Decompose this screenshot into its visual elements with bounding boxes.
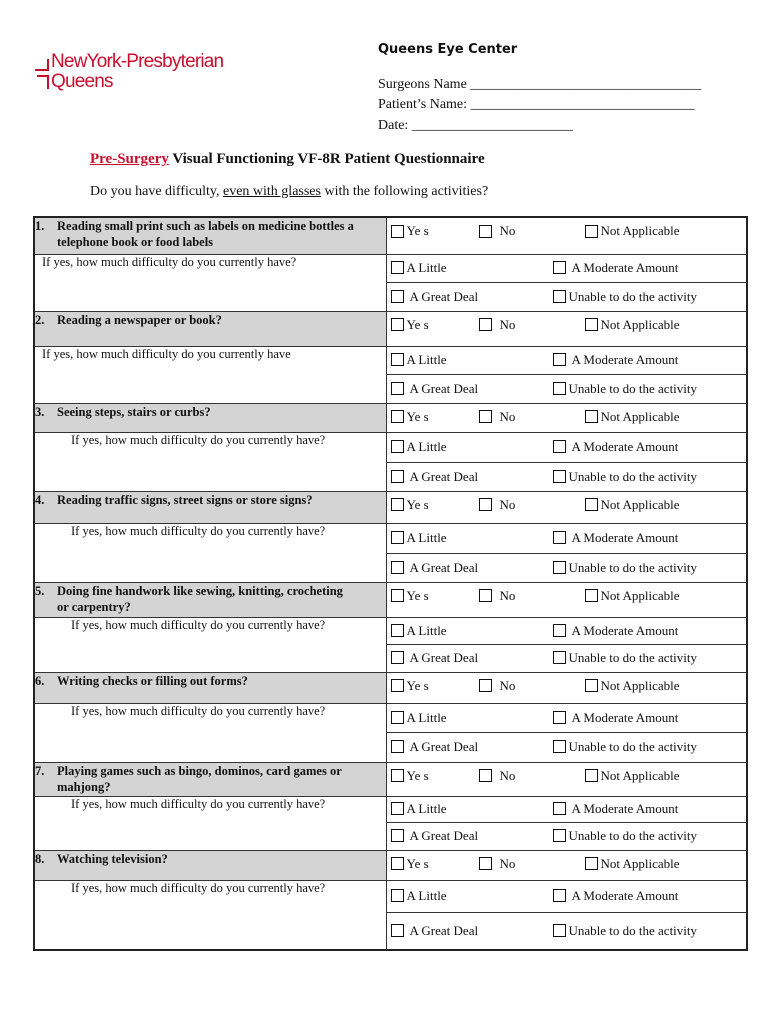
moderate-amount-option[interactable] xyxy=(553,888,679,904)
difficulty-options-cell xyxy=(386,703,747,732)
no-option[interactable] xyxy=(479,678,516,694)
checkbox-icon[interactable] xyxy=(553,829,566,842)
checkbox-icon[interactable] xyxy=(391,531,404,544)
checkbox-icon[interactable] xyxy=(391,857,404,870)
unable-option[interactable] xyxy=(553,828,698,844)
followup-question: If yes, how much difficulty do you currently have? xyxy=(34,432,386,491)
no-option[interactable] xyxy=(479,409,516,425)
question-number: 2. xyxy=(35,312,45,327)
a-little-option[interactable] xyxy=(391,623,447,639)
checkbox-icon[interactable] xyxy=(391,740,404,753)
followup-row xyxy=(34,796,747,822)
question-row xyxy=(34,311,747,346)
question-row xyxy=(34,762,747,796)
followup-question: If yes, how much difficulty do you currently have? xyxy=(34,880,386,950)
checkbox-icon[interactable] xyxy=(553,440,566,453)
checkbox-icon[interactable] xyxy=(391,711,404,724)
option-label: Unable to do the activity xyxy=(568,738,698,754)
option-label: A Little xyxy=(406,800,447,816)
surgeons-name-field[interactable]: Surgeons Name _________________________________ xyxy=(378,77,702,92)
checkbox-icon[interactable] xyxy=(391,829,404,842)
followup-row xyxy=(34,703,747,732)
question-text-cell xyxy=(34,311,386,346)
question-row xyxy=(34,403,747,432)
question-row xyxy=(34,217,747,254)
subtitle-end: with the following activities? xyxy=(320,184,489,199)
answer-options-cell xyxy=(386,311,747,346)
checkbox-icon[interactable] xyxy=(391,290,404,303)
option-label: Not Applicable xyxy=(600,223,680,238)
question-text: Watching television? xyxy=(57,851,168,866)
checkbox-icon[interactable] xyxy=(479,225,492,238)
checkbox-icon[interactable] xyxy=(553,802,566,815)
question-text-cell xyxy=(34,850,386,880)
a-little-option[interactable] xyxy=(391,260,447,276)
moderate-amount-option[interactable] xyxy=(553,530,679,546)
yes-option[interactable] xyxy=(391,856,429,872)
difficulty-options-cell xyxy=(386,796,747,822)
not-applicable-option[interactable] xyxy=(585,678,680,694)
option-label: Unable to do the activity xyxy=(568,288,698,304)
question-text-cell xyxy=(34,403,386,432)
logo-bracket-icon xyxy=(33,73,49,91)
answer-options-cell xyxy=(386,582,747,617)
not-applicable-option[interactable] xyxy=(585,588,680,604)
checkbox-icon[interactable] xyxy=(391,382,404,395)
yes-option[interactable] xyxy=(391,317,429,333)
option-label: A Moderate Amount xyxy=(571,887,679,903)
answer-options-cell xyxy=(386,850,747,880)
no-option[interactable] xyxy=(479,223,516,239)
checkbox-icon[interactable] xyxy=(553,651,566,664)
unable-option[interactable] xyxy=(553,739,698,755)
followup-question: If yes, how much difficulty do you currently have? xyxy=(34,703,386,762)
checkbox-icon[interactable] xyxy=(553,382,566,395)
checkbox-icon[interactable] xyxy=(391,589,404,602)
checkbox-icon[interactable] xyxy=(391,410,404,423)
option-label: A Great Deal xyxy=(409,380,479,396)
followup-question: If yes, how much difficulty do you currently have xyxy=(34,346,386,403)
option-label: No xyxy=(499,223,516,238)
option-label: Ye s xyxy=(406,408,429,424)
a-great-deal-option[interactable] xyxy=(391,469,479,485)
checkbox-icon[interactable] xyxy=(585,498,598,511)
option-label: Not Applicable xyxy=(600,408,680,424)
option-label: A Moderate Amount xyxy=(571,529,679,545)
checkbox-icon[interactable] xyxy=(479,679,492,692)
followup-row xyxy=(34,523,747,553)
question-text: Doing fine handwork like sewing, knitting, crocheting or carpentry? xyxy=(57,583,343,614)
checkbox-icon[interactable] xyxy=(585,410,598,423)
form-subtitle xyxy=(90,184,488,200)
option-label: Not Applicable xyxy=(600,855,680,871)
question-number: 7. xyxy=(35,763,45,778)
checkbox-icon[interactable] xyxy=(479,589,492,602)
question-row xyxy=(34,850,747,880)
not-applicable-option[interactable] xyxy=(585,856,680,872)
checkbox-icon[interactable] xyxy=(585,679,598,692)
option-label: A Moderate Amount xyxy=(571,709,679,725)
option-label: Ye s xyxy=(406,767,429,783)
unable-option[interactable] xyxy=(553,560,698,576)
a-great-deal-option[interactable] xyxy=(391,650,479,666)
not-applicable-option[interactable] xyxy=(585,409,680,425)
moderate-amount-option[interactable] xyxy=(553,801,679,817)
followup-row xyxy=(34,880,747,912)
option-label: No xyxy=(499,408,516,424)
option-label: No xyxy=(499,677,516,693)
no-option[interactable] xyxy=(479,497,516,513)
logo-line-2: Queens xyxy=(51,71,113,92)
checkbox-icon[interactable] xyxy=(391,498,404,511)
a-little-option[interactable] xyxy=(391,530,447,546)
checkbox-icon[interactable] xyxy=(553,711,566,724)
a-great-deal-option[interactable] xyxy=(391,923,479,939)
checkbox-icon[interactable] xyxy=(391,440,404,453)
question-text: Reading small print such as labels on medicine bottles a telephone book or food labels xyxy=(57,219,354,249)
not-applicable-option[interactable] xyxy=(585,317,680,333)
checkbox-icon[interactable] xyxy=(553,470,566,483)
checkbox-icon[interactable] xyxy=(553,561,566,574)
question-text-cell xyxy=(34,672,386,703)
option-label: Unable to do the activity xyxy=(568,922,698,938)
answer-options-cell xyxy=(386,762,747,796)
question-number: 8. xyxy=(35,851,45,866)
question-text: Playing games such as bingo, dominos, card games or mahjong? xyxy=(57,763,342,794)
difficulty-options-cell xyxy=(386,346,747,374)
difficulty-options-cell xyxy=(386,553,747,582)
not-applicable-option[interactable] xyxy=(585,223,680,239)
checkbox-icon[interactable] xyxy=(585,225,598,238)
question-text: Reading traffic signs, street signs or store signs? xyxy=(57,492,313,507)
moderate-amount-option[interactable] xyxy=(553,439,679,455)
question-number: 5. xyxy=(35,583,45,598)
option-label: No xyxy=(499,316,516,332)
option-label: Not Applicable xyxy=(600,767,680,783)
option-label: A Little xyxy=(406,438,447,454)
answer-options-cell xyxy=(386,491,747,523)
a-little-option[interactable] xyxy=(391,888,447,904)
option-label: A Moderate Amount xyxy=(571,622,679,638)
checkbox-icon[interactable] xyxy=(479,769,492,782)
not-applicable-option[interactable] xyxy=(585,497,680,513)
answer-options-cell xyxy=(386,403,747,432)
option-label: A Moderate Amount xyxy=(571,438,679,454)
no-option[interactable] xyxy=(479,768,516,784)
checkbox-icon[interactable] xyxy=(391,769,404,782)
checkbox-icon[interactable] xyxy=(479,498,492,511)
question-text-cell xyxy=(34,491,386,523)
date-field[interactable]: Date: _______________________ xyxy=(378,118,573,133)
difficulty-options-cell xyxy=(386,432,747,462)
difficulty-options-cell xyxy=(386,374,747,403)
question-text: Reading a newspaper or book? xyxy=(57,312,222,327)
question-number: 6. xyxy=(35,673,45,688)
unable-option[interactable] xyxy=(553,381,698,397)
checkbox-icon[interactable] xyxy=(391,924,404,937)
option-label: A Great Deal xyxy=(409,649,479,665)
a-great-deal-option[interactable] xyxy=(391,560,479,576)
yes-option[interactable] xyxy=(391,678,429,694)
option-label: Not Applicable xyxy=(600,496,680,512)
unable-option[interactable] xyxy=(553,469,698,485)
checkbox-icon[interactable] xyxy=(391,225,404,238)
option-label: Unable to do the activity xyxy=(568,559,698,575)
option-label: Unable to do the activity xyxy=(568,380,698,396)
option-label: Unable to do the activity xyxy=(568,468,698,484)
option-label: Ye s xyxy=(406,223,429,238)
title-prefix: Pre-Surgery xyxy=(90,151,169,167)
a-little-option[interactable] xyxy=(391,439,447,455)
moderate-amount-option[interactable] xyxy=(553,623,679,639)
checkbox-icon[interactable] xyxy=(585,589,598,602)
checkbox-icon[interactable] xyxy=(553,624,566,637)
logo-bracket-icon xyxy=(33,53,49,71)
checkbox-icon[interactable] xyxy=(585,769,598,782)
moderate-amount-option[interactable] xyxy=(553,352,679,368)
question-text-cell xyxy=(34,217,386,254)
answer-options-cell xyxy=(386,217,747,254)
question-row xyxy=(34,672,747,703)
option-label: A Great Deal xyxy=(409,468,479,484)
difficulty-options-cell xyxy=(386,282,747,311)
option-label: Not Applicable xyxy=(600,677,680,693)
option-label: Ye s xyxy=(406,677,429,693)
option-label: Unable to do the activity xyxy=(568,827,698,843)
question-text: Seeing steps, stairs or curbs? xyxy=(57,404,211,419)
followup-question: If yes, how much difficulty do you currently have? xyxy=(34,796,386,850)
option-label: Not Applicable xyxy=(600,316,680,332)
checkbox-icon[interactable] xyxy=(391,318,404,331)
difficulty-options-cell xyxy=(386,644,747,672)
a-great-deal-option[interactable] xyxy=(391,739,479,755)
option-label: A Great Deal xyxy=(409,559,479,575)
checkbox-icon[interactable] xyxy=(553,531,566,544)
unable-option[interactable] xyxy=(553,289,698,305)
option-label: Ye s xyxy=(406,316,429,332)
question-row xyxy=(34,491,747,523)
yes-option[interactable] xyxy=(391,409,429,425)
difficulty-options-cell xyxy=(386,523,747,553)
subtitle-underlined: even with glasses xyxy=(222,184,321,199)
option-label: A Great Deal xyxy=(409,922,479,938)
option-label: A Great Deal xyxy=(409,738,479,754)
option-label: A Great Deal xyxy=(409,827,479,843)
difficulty-options-cell xyxy=(386,254,747,282)
followup-row xyxy=(34,254,747,282)
moderate-amount-option[interactable] xyxy=(553,260,679,276)
checkbox-icon[interactable] xyxy=(553,889,566,902)
difficulty-options-cell xyxy=(386,617,747,644)
option-label: A Little xyxy=(406,529,447,545)
moderate-amount-option[interactable] xyxy=(553,710,679,726)
question-text-cell xyxy=(34,582,386,617)
checkbox-icon[interactable] xyxy=(391,889,404,902)
option-label: A Moderate Amount xyxy=(571,351,679,367)
option-label: A Little xyxy=(406,351,447,367)
checkbox-icon[interactable] xyxy=(479,857,492,870)
checkbox-icon[interactable] xyxy=(553,290,566,303)
followup-question: If yes, how much difficulty do you currently have? xyxy=(34,617,386,672)
difficulty-options-cell xyxy=(386,880,747,912)
no-option[interactable] xyxy=(479,317,516,333)
center-name: Queens Eye Center xyxy=(378,42,518,57)
checkbox-icon[interactable] xyxy=(391,470,404,483)
form-title xyxy=(90,151,485,168)
a-little-option[interactable] xyxy=(391,352,447,368)
hospital-logo xyxy=(33,52,223,92)
option-label: No xyxy=(499,855,516,871)
checkbox-icon[interactable] xyxy=(391,679,404,692)
a-great-deal-option[interactable] xyxy=(391,381,479,397)
option-label: A Little xyxy=(406,887,447,903)
logo-line-1: NewYork-Presbyterian xyxy=(51,51,224,72)
difficulty-options-cell xyxy=(386,732,747,762)
option-label: No xyxy=(499,496,516,512)
checkbox-icon[interactable] xyxy=(553,261,566,274)
checkbox-icon[interactable] xyxy=(553,353,566,366)
question-number: 3. xyxy=(35,404,45,419)
answer-options-cell xyxy=(386,672,747,703)
yes-option[interactable] xyxy=(391,497,429,513)
question-text-cell xyxy=(34,762,386,796)
option-label: A Moderate Amount xyxy=(571,259,679,275)
checkbox-icon[interactable] xyxy=(391,261,404,274)
checkbox-icon[interactable] xyxy=(479,410,492,423)
a-great-deal-option[interactable] xyxy=(391,828,479,844)
yes-option[interactable] xyxy=(391,223,429,239)
difficulty-options-cell xyxy=(386,822,747,850)
option-label: Not Applicable xyxy=(600,587,680,603)
checkbox-icon[interactable] xyxy=(391,561,404,574)
questionnaire-table xyxy=(33,216,748,951)
option-label: Ye s xyxy=(406,855,429,871)
checkbox-icon[interactable] xyxy=(585,318,598,331)
a-little-option[interactable] xyxy=(391,710,447,726)
question-row xyxy=(34,582,747,617)
a-great-deal-option[interactable] xyxy=(391,289,479,305)
subtitle-start: Do you have difficulty, xyxy=(90,184,223,199)
yes-option[interactable] xyxy=(391,768,429,784)
option-label: A Little xyxy=(406,622,447,638)
followup-question: If yes, how much difficulty do you currently have? xyxy=(34,523,386,582)
followup-question: If yes, how much difficulty do you currently have? xyxy=(34,254,386,311)
checkbox-icon[interactable] xyxy=(391,624,404,637)
question-number: 4. xyxy=(35,492,45,507)
patients-name-field[interactable]: Patient’s Name: ________________________________ xyxy=(378,97,695,112)
option-label: Unable to do the activity xyxy=(568,649,698,665)
checkbox-icon[interactable] xyxy=(391,802,404,815)
yes-option[interactable] xyxy=(391,588,429,604)
option-label: Ye s xyxy=(406,496,429,512)
checkbox-icon[interactable] xyxy=(391,353,404,366)
option-label: A Moderate Amount xyxy=(571,800,679,816)
checkbox-icon[interactable] xyxy=(391,651,404,664)
difficulty-options-cell xyxy=(386,912,747,950)
title-rest: Visual Functioning VF-8R Patient Questionnaire xyxy=(168,151,485,167)
a-little-option[interactable] xyxy=(391,801,447,817)
unable-option[interactable] xyxy=(553,923,698,939)
followup-row xyxy=(34,617,747,644)
option-label: A Great Deal xyxy=(409,288,479,304)
not-applicable-option[interactable] xyxy=(585,768,680,784)
checkbox-icon[interactable] xyxy=(553,924,566,937)
option-label: A Little xyxy=(406,709,447,725)
followup-row xyxy=(34,432,747,462)
question-text: Writing checks or filling out forms? xyxy=(57,673,248,688)
checkbox-icon[interactable] xyxy=(553,740,566,753)
no-option[interactable] xyxy=(479,588,516,604)
option-label: No xyxy=(499,767,516,783)
followup-row xyxy=(34,346,747,374)
difficulty-options-cell xyxy=(386,462,747,491)
checkbox-icon[interactable] xyxy=(585,857,598,870)
option-label: No xyxy=(499,587,516,603)
option-label: A Little xyxy=(406,259,447,275)
no-option[interactable] xyxy=(479,856,516,872)
question-number: 1. xyxy=(35,219,45,233)
unable-option[interactable] xyxy=(553,650,698,666)
checkbox-icon[interactable] xyxy=(479,318,492,331)
option-label: Ye s xyxy=(406,587,429,603)
